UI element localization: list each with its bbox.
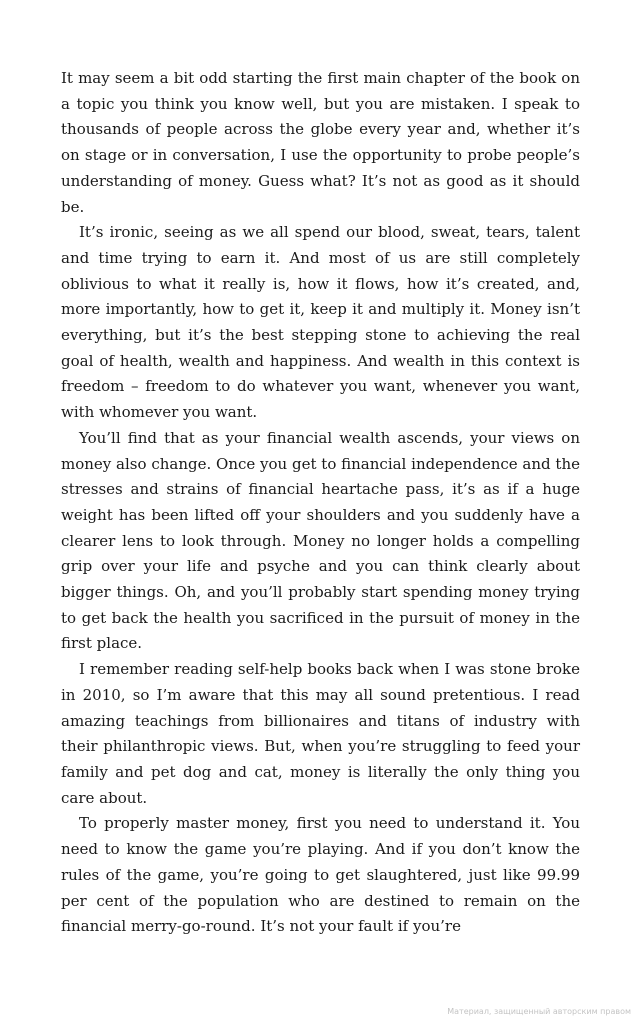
paragraph-4: I remember reading self-help books back when I was stone broke in 2010, so I’m aware that this may all sound pretentious. I read amazing teachings from billionaires and titans of industry with their philanthropic views. But, when you’re struggling to feed your family and pet dog and cat, money is literally the only thing you care about. [61, 660, 580, 807]
paragraph-5: To properly master money, first you need to understand it. You need to know the game you’re playing. And if you don’t know the rules of the game, you’re going to get slaughtered, just like 99.99 per cent of the population who are destined to remain on the financial merry-go-round. It’s not your fault if you’re [61, 814, 580, 936]
paragraph-3: You’ll find that as your financial wealth ascends, your views on money also change. Once you get to financial independence and the stresses and strains of financial heartache pass, it’s as if a huge weight has been lifted off your shoulders and you suddenly have a clearer lens to look through. Money no longer holds a compelling grip over your life and psyche and you can think clearly about bigger things. Oh, and you’ll probably start spending money trying to get back the health you sacrificed in the pursuit of money in the first place. [61, 428, 580, 653]
paragraph-1: It may seem a bit odd starting the first main chapter of the book on a topic you think you know well, but you are mistaken. I speak to thousands of people across the globe every year and, whether it’s on stage or in conversation, I use the opportunity to probe people’s understanding of money. Guess what? It’s not as good as it should be. [61, 69, 580, 216]
paragraph-2: It’s ironic, seeing as we all spend our blood, sweat, tears, talent and time trying to earn it. And most of us are still completely oblivious to what it really is, how it flows, how it’s created, and, more importantly, how to get it, keep it and multiply it. Money isn’t everything, but it’s the best stepping stone to achieving the real goal of health, wealth and happiness. And wealth in this context is freedom – freedom to do whatever you want, whenever you want, with whomever you want. [61, 223, 580, 422]
page-body [61, 66, 580, 940]
copyright-watermark: Материал, защищенный авторским правом [447, 1007, 631, 1016]
